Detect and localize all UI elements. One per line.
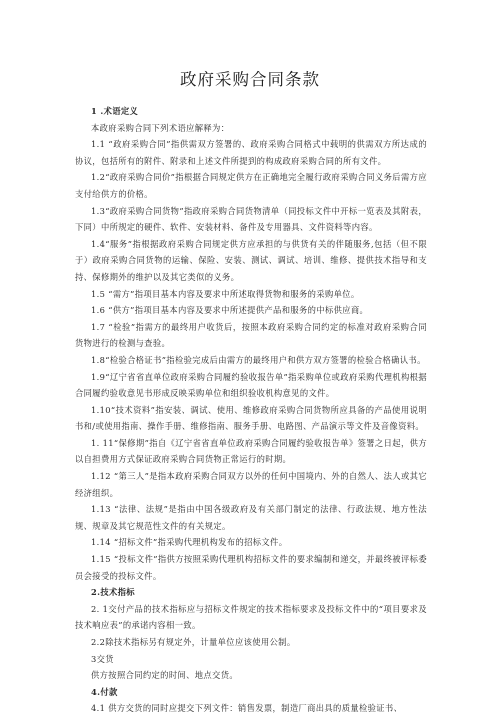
document-body [75,103,427,717]
paragraph: 1.3“政府采购合同货物”指政府采购合同货物清单（同投标文件中开标一览表及其附表，下同）中所规定的硬件、软件、安装材料、备件及专用器具、文件资料等内容。 [75,205,427,233]
paragraph: 1.4“服务”指根据政府采购合同规定供方应承担的与供货有关的伴随服务,包括（但不限于）政府采购合同货物的运输、保险、安装、测试、调试、培训、维修、提供技术指导和支持、保修期外的维护以及其它类似的义务。 [75,238,427,282]
paragraph: 1.5 “需方”指项目基本内容及要求中所述取得货物和服务的采购单位。 [91,288,360,299]
section-heading: 3交货 [91,653,114,664]
paragraph: 1.1 “政府采购合同”指供需双方签署的、政府采购合同格式中载明的供需双方所达成的协议，包括所有的附件、附录和上述文件所提到的构成政府采购合同的所有文件。 [75,139,427,166]
document-title: 政府采购合同条款 [180,70,320,89]
paragraph: 2. 1交付产品的技术指标应与招标文件规定的技术指标要求及投标文件中的“项目要求及技术响应表”的承诺内容相一致。 [75,603,427,631]
paragraph: 本政府采购合同下列术语应解释为： [91,122,230,133]
paragraph: 1.13 “法律、法规”是指由中国各级政府及有关部门制定的法律、行政法规、地方性法规、规章及其它规范性文件的有关规定。 [75,504,427,531]
paragraph: 1.2“政府采购合同价”指根据合同规定供方在正确地完全履行政府采购合同义务后需方应支付给供方的价格。 [75,172,427,199]
paragraph: 供方按照合同约定的时间、地点交货。 [91,670,238,681]
paragraph: 1.14 “招标文件”指采购代理机构发布的招标文件。 [91,537,288,548]
paragraph: 1.15 “投标文件”指供方按照采购代理机构招标文件的要求编制和递交，并最终被评标委员会接受的投标文件。 [75,554,427,581]
section-heading: 1 .术语定义 [91,106,139,116]
paragraph: 1.8“检验合格证书”指检验完成后由需方的最终用户和供方双方签署的检验合格确认书。 [91,354,426,365]
paragraph: 1. 11“保修期”指自《辽宁省省直单位政府采购合同履约验收报告单》签署之日起，供方以自担费用方式保证政府采购合同货物正常运行的时期。 [75,437,427,465]
paragraph: 1.10“技术资料”指安装、调试、使用、维修政府采购合同货物所应具备的产品使用说明书和/或使用指南、操作手册、维修指南、服务手册、电路图、产品演示等文件及音像资料。 [75,404,427,432]
paragraph: 1.9“辽宁省省直单位政府采购合同履约验收报告单”指采购单位或政府采购代理机构根据合同履约验收意见书形成反映采购单位和组织验收机构意见的文件。 [75,371,427,399]
paragraph: 4.1 供方交货的同时应提交下列文件：销售发票，制造厂商出具的质量检验证书、 [91,703,403,714]
paragraph: 1.12 “第三人”是指本政府采购合同双方以外的任何中国境内、外的自然人、法人或其它经济组织。 [75,471,427,498]
paragraph: 1.7 “检验”指需方的最终用户收货后，按照本政府采购合同约定的标准对政府采购合同货物进行的检测与查验。 [75,321,427,349]
paragraph: 2.2除技术指标另有规定外，计量单位应该使用公制。 [91,637,296,647]
section-heading: 2.技术指标 [91,587,135,598]
paragraph: 1.6 “供方”指项目基本内容及要求中所述提供产品和服务的中标供应商。 [91,305,369,316]
section-heading: 4.付款 [91,686,118,697]
